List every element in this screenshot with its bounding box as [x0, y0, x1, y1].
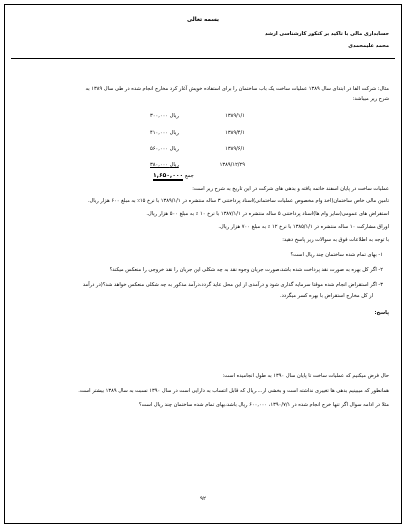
payment-row [150, 113, 245, 119]
followup-line: مثلا در ادامه سوال اگر تنها خرج انجام شده در ۱۳۹۰/۷/۱، ۶۰۰,۰۰۰ ریال باشد،بهای تمام شده ساختمان چند ریال است؟ [138, 402, 389, 408]
basmala-heading: بسمه تعالی [186, 17, 219, 23]
payment-date: ۱۳۸۹/۱/۱ [225, 113, 245, 119]
followup-line: همانطور که میبینیم بدهی ها تغییری نداشته است و بخشی از....ریال که قابل انتساب به دارایی است در سال ۱۳۹۰ نسبت به سال ۱۳۸۹ بیشتر است. [78, 388, 389, 394]
question-item-continued: از کل مخارج استقراض با بهره کسر میگردد. [279, 293, 373, 299]
question-item: ۲- اگر کل بهره به صورت نقد پرداخت شده باشد،صورت جریان وجوه نقد به چه شکلی این جریان را نقد خروجی را منعکس میکند؟ [109, 267, 383, 273]
payment-row [150, 162, 245, 168]
payment-amount: ۳۸۰,۰۰۰ ریال [150, 162, 179, 168]
total-label: جمع [185, 173, 194, 179]
total-amount: ۱,۶۵۰,۰۰۰ [153, 172, 184, 179]
body-line: تامین مالی خاص ساختمان(اخذ وام مخصوص عملیات ساختمانی)اسناد پرداختنی ۳ ساله منتشره در ۱۳۸۹/۱/۱ با نرخ ۱۵٪ به مبلغ ۶۰۰ هزار ریال. [87, 198, 389, 204]
payment-date: ۱۳۸۹/۱۲/۲۹ [219, 162, 245, 168]
page-number: ۹۲ [200, 496, 206, 502]
body-line: اوراق مشارکت ۱۰ ساله منتشره در ۱۳۸۵/۱/۱ با نرخ ۱۲ ٪ به مبلغ ۷۰۰ هزار ریال. [218, 224, 389, 230]
document-page [4, 4, 402, 524]
body-line: عملیات ساخت در پایان اسفند خاتمه یافته و بدهی های شرکت در این تاریخ به شرح زیر است: [192, 186, 389, 192]
payment-amount: ۴۱۰,۰۰۰ ریال [150, 130, 179, 136]
question-item: ۱- بهای تمام شده ساختمان چند ریال است؟ [290, 252, 383, 258]
example-intro-line-1: مثال: شرکت الفا در ابتدای سال ۱۳۸۹ عملیات ساخت یک باب ساختمان را برای استفاده خویش آغاز کرد مخارج انجام شده در طی سال ۱۳۸۹ به [85, 86, 389, 92]
question-item: ۳- اگر استقراض انجام شده موقتا سرمایه گذاری شود و درآمدی از این محل عاید گردد،درآمد مذکور به چه شکلی منعکس خواهد شد؟(در درآمد [82, 282, 383, 288]
payment-amount: ۳۰۰,۰۰۰ ریال [150, 113, 179, 119]
payment-date: ۱۳۸۹/۶/۱ [225, 146, 245, 152]
body-line: استقراض های عمومی(سایر وام ها)اسناد پرداختنی ۵ ساله منتشره در ۱۳۸۷/۱/۱ با نرخ ۱۰ ٪ به مبلغ ۵۰۰ هزار ریال. [146, 211, 389, 217]
payment-row [150, 130, 245, 136]
payment-date: ۱۳۸۹/۴/۱ [225, 130, 245, 136]
payment-amount: ۵۶۰,۰۰۰ ریال [150, 146, 179, 152]
followup-line: حال فرض میکنیم که عملیات ساخت تا پایان سال ۱۳۹۰ به طول انجامیده است: [222, 373, 389, 379]
payment-row [150, 146, 245, 152]
example-intro-line-2: شرح زیر میباشد: [352, 96, 389, 102]
course-title: حسابداری مالی با تاکید بر کنکور کارشناسی ارشد [265, 31, 389, 37]
question-intro: با توجه به اطلاعات فوق به سوالات زیر پاسخ دهید: [282, 237, 389, 243]
author-name: محمد علیمحمدی [348, 43, 389, 49]
header-divider [11, 58, 395, 59]
answer-label: پاسخ: [374, 310, 389, 316]
